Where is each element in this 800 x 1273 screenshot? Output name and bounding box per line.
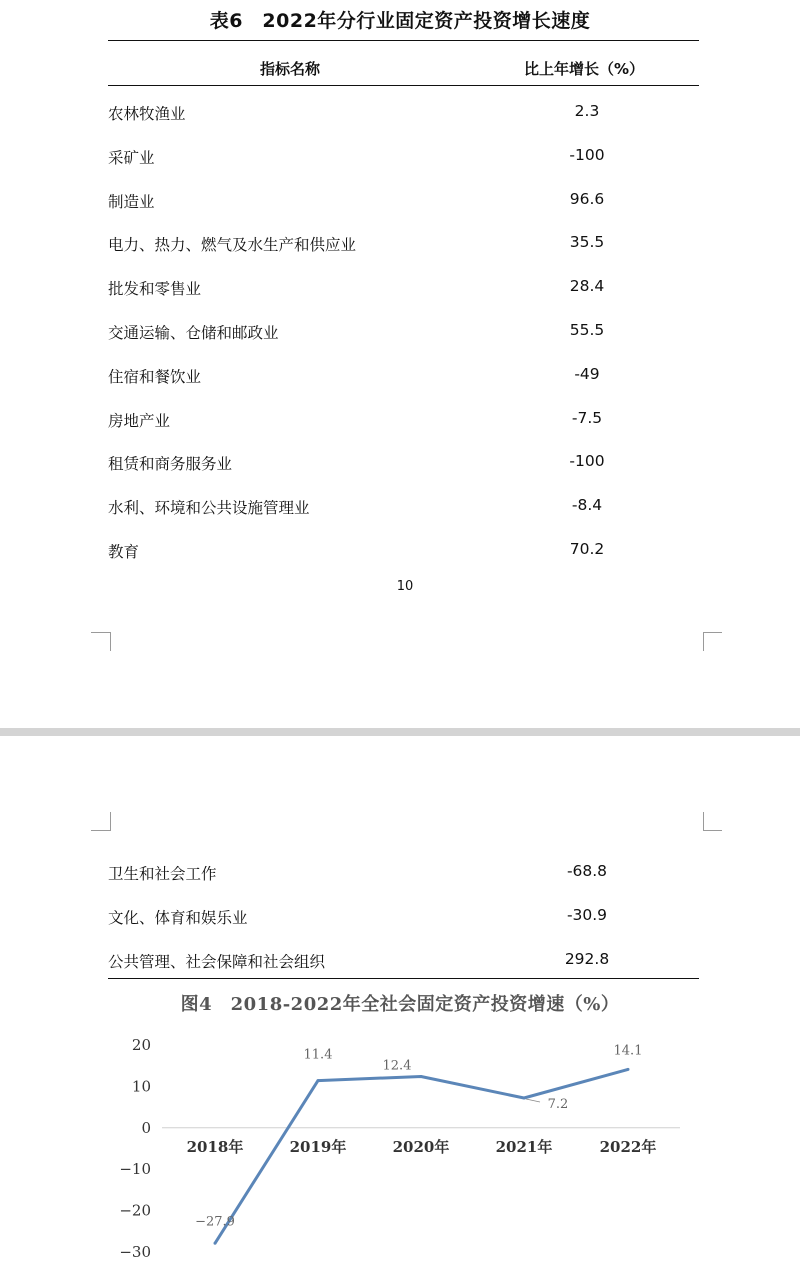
row-indicator-name: 交通运输、仓储和邮政业 [108,324,279,342]
row-indicator-name: 租赁和商务服务业 [108,455,233,474]
row-indicator-name: 房地产业 [108,411,171,430]
row-growth-value: 70.2 [569,540,605,558]
chart-title: 图4 2018-2022年全社会固定资产投资增速（%） [180,994,620,1015]
row-indicator-name: 制造业 [108,192,155,211]
table-row [108,321,699,345]
row-indicator-name: 住宿和餐饮业 [108,367,202,386]
row-growth-value: 55.5 [569,321,605,339]
row-indicator-name: 电力、热力、燃气及水生产和供应业 [108,236,357,255]
table-row [108,540,699,564]
y-tick-label: 20 [131,1036,151,1054]
crop-mark-bottom-right [703,632,722,651]
row-indicator-name: 农林牧渔业 [108,105,186,123]
table-top-rule [108,40,699,41]
row-growth-value: -100 [569,452,605,471]
crop-mark-top-left [91,812,111,831]
document-page-2 [0,736,800,1273]
y-tick-label: 10 [131,1077,151,1096]
page-separator [0,728,800,736]
y-tick-label: 0 [141,1118,151,1137]
row-growth-value: -100 [569,145,605,164]
series-line [215,1069,628,1243]
row-growth-value: 35.5 [569,233,605,252]
data-label: 14.1 [613,1043,643,1059]
data-point [214,1242,217,1245]
table-row [108,277,699,301]
data-point [627,1068,630,1071]
x-category-label: 2018年 [186,1137,244,1156]
row-indicator-name: 水利、环境和公共设施管理业 [108,499,310,518]
table-header-value: 比上年增长（%） [524,60,645,78]
row-indicator-name: 文化、体育和娱乐业 [108,908,248,927]
table-row [108,146,699,170]
investment-growth-line-chart [0,1021,800,1273]
table-row [108,233,699,257]
table-title: 表6 2022年分行业固定资产投资增长速度 [209,10,591,32]
row-growth-value: -8.4 [571,496,603,515]
crop-mark-top-right [703,812,722,831]
row-indicator-name: 教育 [108,543,140,561]
row-growth-value: 292.8 [564,949,610,968]
page-number: 10 [396,579,414,594]
data-point [317,1079,320,1082]
data-point [523,1097,526,1100]
table-row [108,496,699,520]
row-growth-value: -68.8 [566,862,608,880]
x-category-label: 2021年 [495,1137,553,1156]
row-indicator-name: 批发和零售业 [108,280,202,299]
row-indicator-name: 卫生和社会工作 [108,865,217,883]
table-row [108,365,699,389]
row-growth-value: -7.5 [571,408,603,427]
data-label: 7.2 [547,1096,569,1112]
table-row [108,862,699,886]
table-row [108,102,699,126]
y-tick-label: −20 [119,1201,151,1220]
table-row [108,452,699,476]
data-label: 12.4 [382,1058,412,1074]
table-row [108,950,699,974]
data-label: −27.9 [195,1214,235,1230]
data-point [420,1075,423,1078]
row-indicator-name: 采矿业 [108,148,155,167]
y-tick-label: −10 [119,1160,151,1179]
row-indicator-name: 公共管理、社会保障和社会组织 [108,952,326,971]
x-category-label: 2019年 [289,1137,347,1156]
y-tick-label: −30 [119,1243,151,1261]
row-growth-value: 96.6 [569,189,605,208]
row-growth-value: -30.9 [566,905,608,924]
data-label-leader [526,1099,540,1102]
table-header-name: 指标名称 [260,60,321,78]
table-row [108,409,699,433]
row-growth-value: 28.4 [569,277,605,296]
data-label: 11.4 [303,1047,333,1063]
row-growth-value: 2.3 [574,102,600,120]
x-category-label: 2022年 [599,1137,657,1156]
table-row [108,906,699,930]
row-growth-value: -49 [574,364,600,383]
table-header-rule [108,85,699,86]
table-row [108,190,699,214]
x-category-label: 2020年 [392,1137,450,1156]
table-bottom-rule [108,978,699,979]
crop-mark-bottom-left [91,632,111,651]
